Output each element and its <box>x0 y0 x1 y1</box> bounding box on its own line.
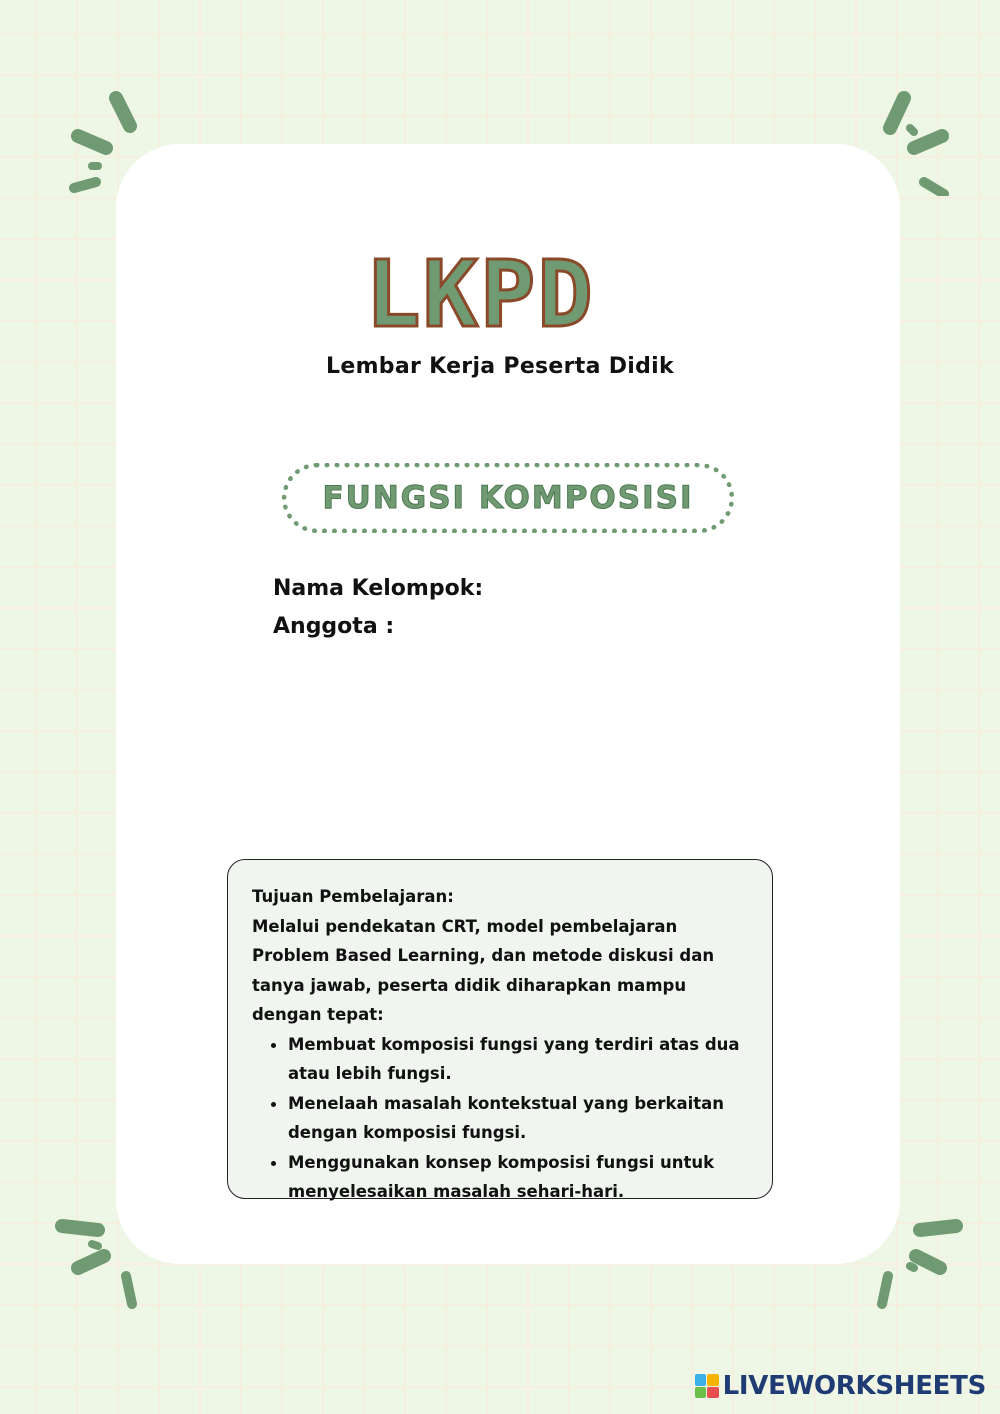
learning-goals-intro: Melalui pendekatan CRT, model pembelajaran Problem Based Learning, dan metode diskusi dan tanya jawab, peserta didik diharapkan mampu dengan tepat: <box>252 916 715 1024</box>
logo-text: LIVEWORKSHEETS <box>722 1371 986 1401</box>
learning-goals-list <box>252 1030 748 1207</box>
learning-goals-box <box>227 859 773 1199</box>
list-item: • Menggunakan konsep komposisi fungsi untuk menyelesaikan masalah sehari-hari. <box>288 1148 748 1207</box>
topic-label: FUNGSI KOMPOSISI <box>322 480 694 516</box>
page-subtitle: Lembar Kerja Peserta Didik <box>326 354 674 379</box>
title-text: LKPD <box>365 252 595 340</box>
burst-decoration-icon <box>860 1206 970 1316</box>
page-title <box>360 252 600 340</box>
list-item: • Menelaah masalah kontekstual yang berkaitan dengan komposisi fungsi. <box>288 1089 748 1148</box>
list-item: • Membuat komposisi fungsi yang terdiri atas dua atau lebih fungsi. <box>288 1030 748 1089</box>
burst-decoration-icon <box>58 86 168 196</box>
learning-goals-heading: Tujuan Pembelajaran: <box>252 887 454 906</box>
liveworksheets-logo-icon <box>695 1374 719 1398</box>
burst-decoration-icon <box>50 1206 160 1316</box>
burst-decoration-icon <box>852 86 962 196</box>
members-label: Anggota : <box>273 614 395 639</box>
group-name-label: Nama Kelompok: <box>273 576 484 601</box>
liveworksheets-logo <box>695 1370 986 1402</box>
topic-badge <box>282 463 734 533</box>
